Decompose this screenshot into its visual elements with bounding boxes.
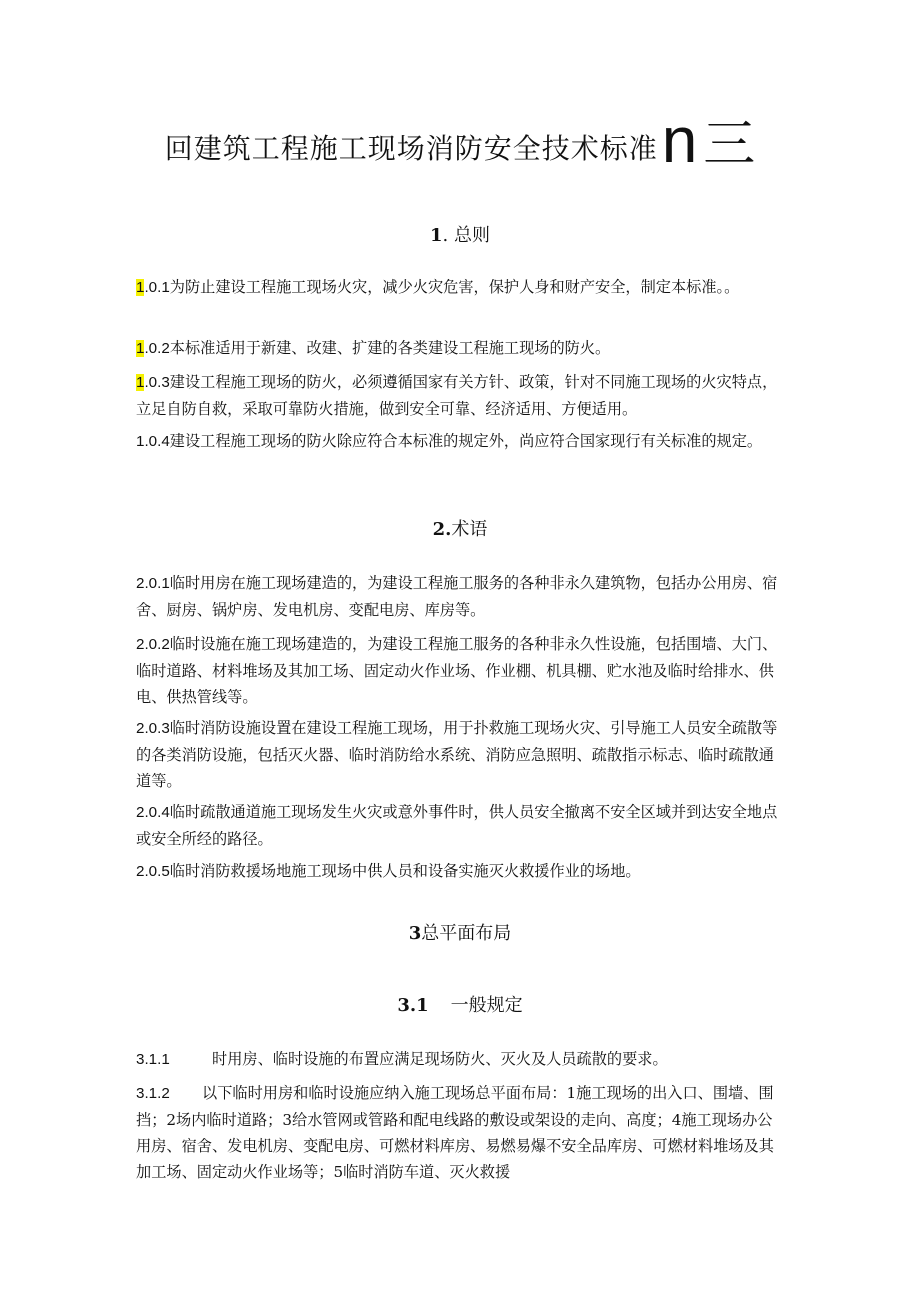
section-2-heading xyxy=(0,515,920,541)
clause-2-0-5-code: 2.0.5 xyxy=(136,863,170,880)
clause-1-0-2 xyxy=(136,335,786,362)
clause-3-1-2-text: 以下临时用房和临时设施应纳入施工现场总平面布局：1施工现场的出入口、围墙、围挡；2场内临时道路；3给水管网或管路和配电线路的敷设或架设的走向、高度；4施工现场办公用房、宿舍、发电机房、变配电房、可燃材料库房、易燃易爆不安全品库房、可燃材料堆场及其加工场、固定动火作业场等；5临时消防车道、灭火救援 xyxy=(136,1084,774,1181)
clause-2-0-2 xyxy=(136,631,786,710)
clause-1-0-2-highlight: 1 xyxy=(136,340,145,357)
clause-2-0-3-code: 2.0.3 xyxy=(136,720,170,737)
clause-3-1-1-text: 时用房、临时设施的布置应满足现场防火、灭火及人员疏散的要求。 xyxy=(212,1050,668,1068)
clause-1-0-1-code: .0.1 xyxy=(144,279,170,296)
clause-1-0-3-text: 建设工程施工现场的防火，必须遵循国家有关方针、政策，针对不同施工现场的火灾特点，立足自防自救，采取可靠防火措施，做到安全可靠、经济适用、方便适用。 xyxy=(136,373,778,418)
clause-1-0-2-text: 本标准适用于新建、改建、扩建的各类建设工程施工现场的防火。 xyxy=(169,339,611,357)
section-3-title: 总平面布局 xyxy=(421,923,512,944)
clause-3-1-1-code: 3.1.1 xyxy=(136,1051,170,1068)
clause-2-0-4 xyxy=(136,799,786,852)
clause-1-0-1-highlight: 1 xyxy=(136,279,145,296)
clause-3-1-1 xyxy=(136,1046,786,1073)
clause-2-0-5 xyxy=(136,858,786,885)
section-1-heading xyxy=(0,221,920,247)
clause-2-0-2-code: 2.0.2 xyxy=(136,636,170,653)
clause-2-0-3 xyxy=(136,715,786,794)
clause-1-0-4-text: 建设工程施工现场的防火除应符合本标准的规定外，尚应符合国家现行有关标准的规定。 xyxy=(169,432,763,450)
section-3-number: 3 xyxy=(408,923,422,944)
document-title xyxy=(0,104,920,176)
clause-1-0-3-highlight: 1 xyxy=(136,374,145,391)
clause-1-0-4 xyxy=(136,428,786,455)
title-san-glyph: 三 xyxy=(703,115,756,175)
clause-1-0-2-code: .0.2 xyxy=(144,340,170,357)
title-n-glyph: n xyxy=(661,104,698,176)
clause-1-0-1 xyxy=(136,274,786,301)
clause-2-0-4-code: 2.0.4 xyxy=(136,804,170,821)
clause-1-0-3-code: .0.3 xyxy=(144,374,170,391)
section-3-heading xyxy=(0,919,920,945)
section-3-1-heading xyxy=(0,991,920,1017)
section-3-1-title: 一般规定 xyxy=(450,995,523,1016)
clause-2-0-1-code: 2.0.1 xyxy=(136,575,170,592)
clause-3-1-2 xyxy=(136,1080,786,1185)
clause-1-0-4-code: 1.0.4 xyxy=(136,433,170,450)
section-1-number: 1 xyxy=(430,225,443,246)
clause-3-1-2-code: 3.1.2 xyxy=(136,1085,170,1102)
clause-1-0-1-text: 为防止建设工程施工现场火灾，减少火灾危害，保护人身和财产安全，制定本标准。。 xyxy=(169,278,740,296)
clause-2-0-5-text: 临时消防救援场地施工现场中供人员和设备实施灭火救援作业的场地。 xyxy=(169,862,641,880)
section-2-number: 2. xyxy=(432,519,452,540)
section-3-1-number: 3.1 xyxy=(397,995,429,1016)
clause-2-0-2-text: 临时设施在施工现场建造的，为建设工程施工服务的各种非永久性设施，包括围墙、大门、临时道路、材料堆场及其加工场、固定动火作业场、作业棚、机具棚、贮水池及临时给排水、供电、供热管线等。 xyxy=(136,635,778,706)
section-2-title: 术语 xyxy=(451,519,488,540)
clause-2-0-4-text: 临时疏散通道施工现场发生火灾或意外事件时，供人员安全撤离不安全区域并到达安全地点或安全所经的路径。 xyxy=(136,803,778,848)
clause-2-0-1 xyxy=(136,570,786,623)
clause-2-0-1-text: 临时用房在施工现场建造的，为建设工程施工服务的各种非永久建筑物，包括办公用房、宿舍、厨房、锅炉房、发电机房、变配电房、库房等。 xyxy=(136,574,778,619)
title-text: 回建筑工程施工现场消防安全技术标准 xyxy=(164,132,658,165)
clause-2-0-3-text: 临时消防设施设置在建设工程施工现场，用于扑救施工现场火灾、引导施工人员安全疏散等的各类消防设施，包括灭火器、临时消防给水系统、消防应急照明、疏散指示标志、临时疏散通道等。 xyxy=(136,719,778,790)
clause-1-0-3 xyxy=(136,369,786,422)
section-1-title: . 总则 xyxy=(442,225,490,246)
